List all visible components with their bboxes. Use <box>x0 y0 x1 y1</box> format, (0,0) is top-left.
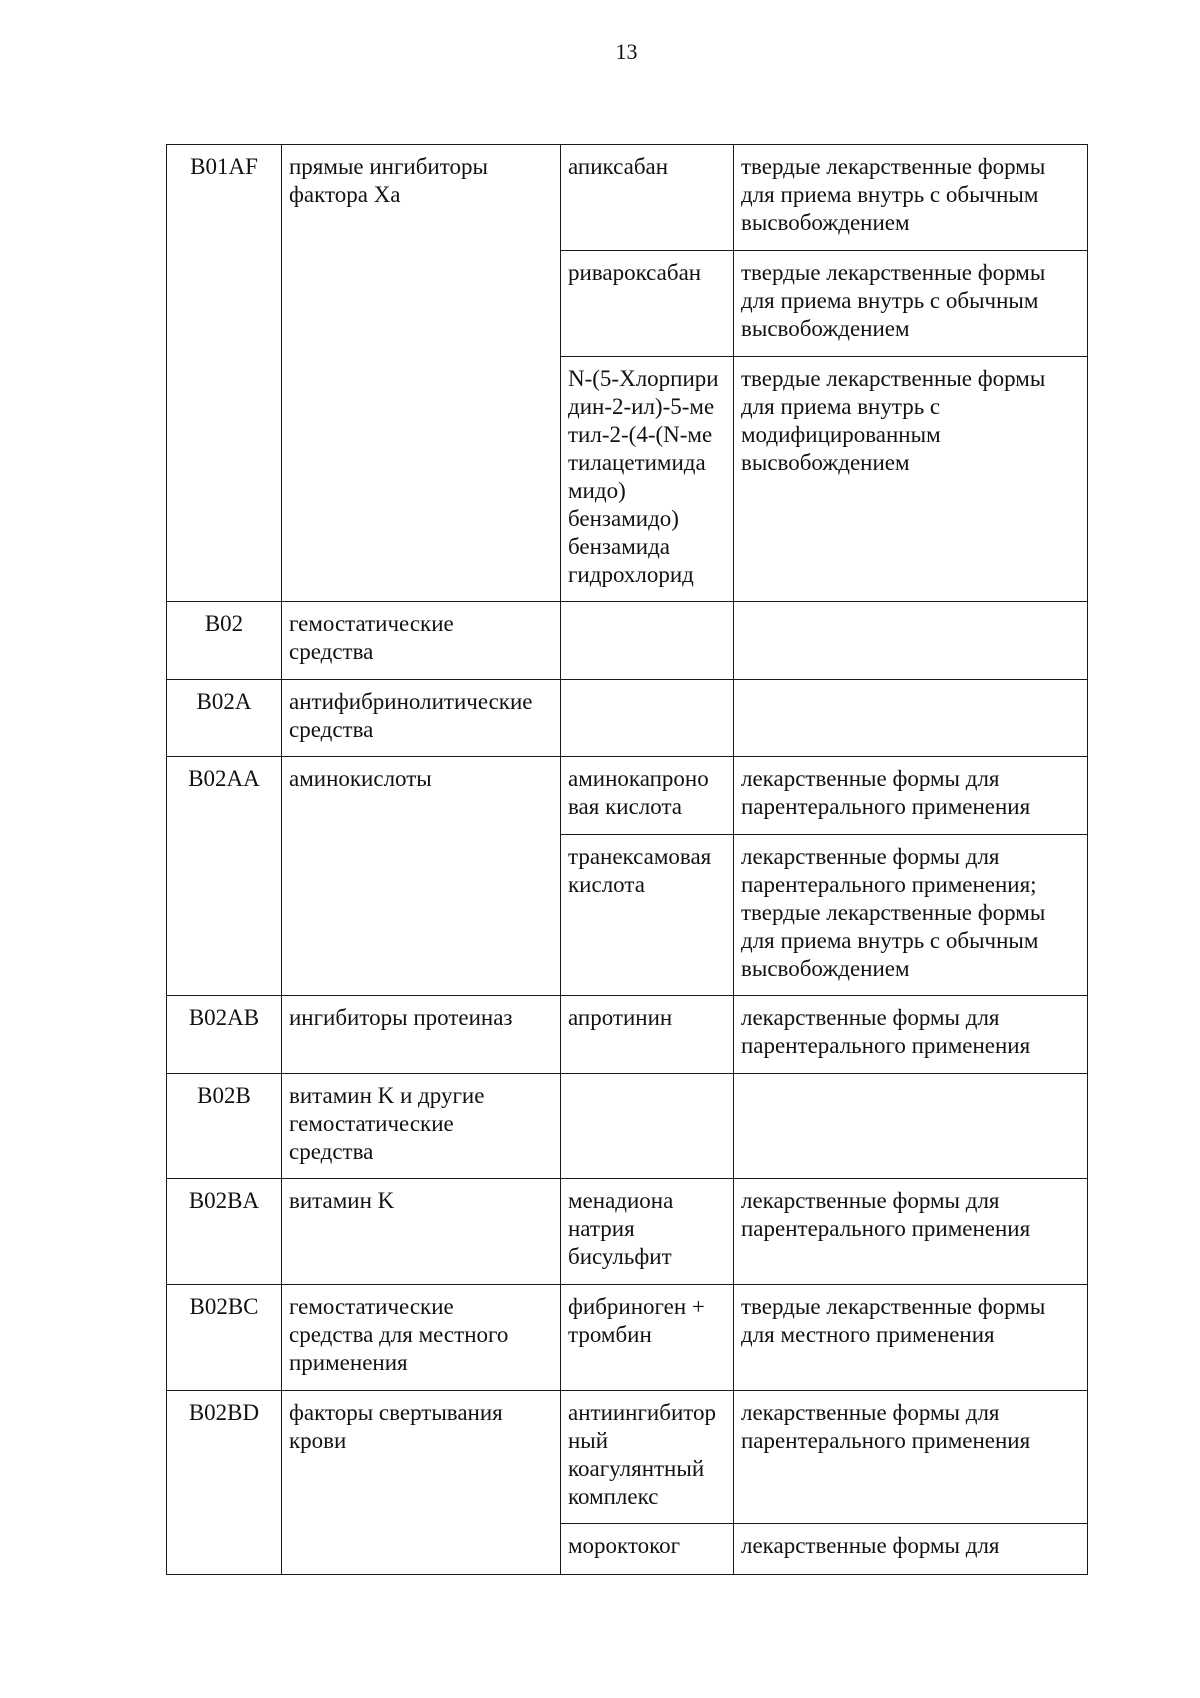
table-row <box>167 1179 1088 1285</box>
group-name-cell: ингибиторы протеиназ <box>282 996 561 1074</box>
dosage-form-cell: лекарственные формы для парентерального применения <box>734 1391 1088 1524</box>
dosage-form-cell: твердые лекарственные формы для приема внутрь с обычным высвобождением <box>734 145 1088 251</box>
atc-code-cell: B02AB <box>167 996 282 1074</box>
page-number: 13 <box>615 39 638 64</box>
table-row <box>167 1285 1088 1391</box>
group-name-cell: аминокислоты <box>282 757 561 996</box>
atc-code-cell: B02B <box>167 1074 282 1179</box>
drug-name-cell: аминокапроно вая кислота <box>561 757 734 835</box>
drug-name-cell: мороктоког <box>561 1524 734 1575</box>
atc-code-cell: B02BC <box>167 1285 282 1391</box>
drug-name-cell: менадиона натрия бисульфит <box>561 1179 734 1285</box>
dosage-form-cell <box>734 680 1088 757</box>
table-row <box>167 1074 1088 1179</box>
dosage-form-cell <box>734 602 1088 680</box>
drug-name-cell: антиингибитор ный коагулянтный комплекс <box>561 1391 734 1524</box>
drug-name-cell: ривароксабан <box>561 251 734 357</box>
dosage-form-cell <box>734 1074 1088 1179</box>
dosage-form-cell: лекарственные формы для парентерального применения <box>734 996 1088 1074</box>
table-row <box>167 757 1088 835</box>
atc-code-cell: B02BA <box>167 1179 282 1285</box>
group-name-cell: антифибринолитические средства <box>282 680 561 757</box>
group-name-cell: гемостатические средства для местного применения <box>282 1285 561 1391</box>
atc-code-cell: B01AF <box>167 145 282 602</box>
group-name-cell: факторы свертывания крови <box>282 1391 561 1575</box>
table-row <box>167 996 1088 1074</box>
dosage-form-cell: лекарственные формы для <box>734 1524 1088 1575</box>
atc-code-cell: B02 <box>167 602 282 680</box>
group-name-cell: витамин K и другие гемостатические средства <box>282 1074 561 1179</box>
group-name-cell: витамин K <box>282 1179 561 1285</box>
table-row <box>167 680 1088 757</box>
dosage-form-cell: лекарственные формы для парентерального применения; твердые лекарственные формы для приема внутрь с обычным высвобождением <box>734 835 1088 996</box>
drug-name-cell: апиксабан <box>561 145 734 251</box>
drug-name-cell <box>561 1074 734 1179</box>
dosage-form-cell: лекарственные формы для парентерального применения <box>734 1179 1088 1285</box>
drug-table <box>166 144 1088 1575</box>
drug-name-cell: фибриноген + тромбин <box>561 1285 734 1391</box>
atc-code-cell: B02BD <box>167 1391 282 1575</box>
group-name-cell: прямые ингибиторы фактора Xa <box>282 145 561 602</box>
drug-name-cell: апротинин <box>561 996 734 1074</box>
atc-code-cell: B02A <box>167 680 282 757</box>
table-row <box>167 145 1088 251</box>
drug-name-cell <box>561 602 734 680</box>
dosage-form-cell: лекарственные формы для парентерального применения <box>734 757 1088 835</box>
dosage-form-cell: твердые лекарственные формы для приема внутрь с обычным высвобождением <box>734 251 1088 357</box>
group-name-cell: гемостатические средства <box>282 602 561 680</box>
dosage-form-cell: твердые лекарственные формы для приема внутрь с модифицированным высвобождением <box>734 357 1088 602</box>
atc-code-cell: B02AA <box>167 757 282 996</box>
table-row <box>167 1391 1088 1524</box>
drug-name-cell <box>561 680 734 757</box>
table-row <box>167 602 1088 680</box>
dosage-form-cell: твердые лекарственные формы для местного применения <box>734 1285 1088 1391</box>
drug-name-cell: N-(5-Хлорпири дин-2-ил)-5-ме тил-2-(4-(N-ме тилацетимида мидо) бензамидо) бензамида гидрохлорид <box>561 357 734 602</box>
drug-name-cell: транексамовая кислота <box>561 835 734 996</box>
